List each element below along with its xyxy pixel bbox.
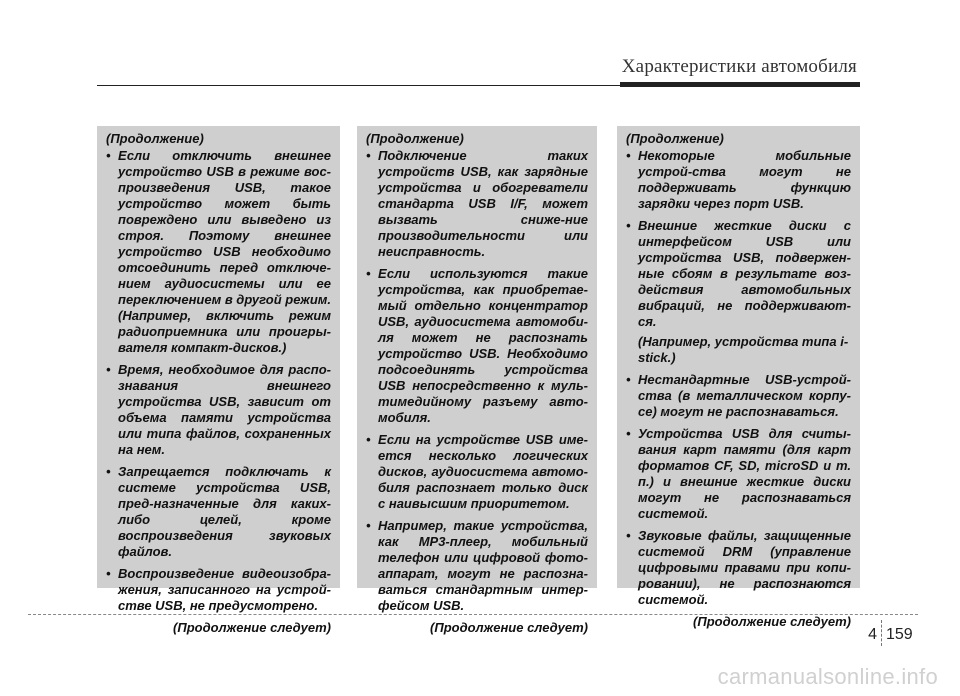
list-item: • Подключение таких устройств USB, как зарядные устройства и обогреватели стандарта USB I/F, может вызвать сниже-ние производительности или неисправность. xyxy=(366,148,588,260)
bullet-list xyxy=(626,148,851,330)
list-item: • Например, такие устройства, как MP3-плеер, мобильный телефон или цифровой фото-аппарат, могут не распозна-ваться стандартным интер-фейсом USB. xyxy=(366,518,588,614)
page-number: 159 xyxy=(886,626,913,643)
footer-rule xyxy=(28,614,918,615)
continues-label: (Продолжение следует) xyxy=(173,620,331,635)
continues-label: (Продолжение следует) xyxy=(430,620,588,635)
header-rule-accent xyxy=(620,82,860,87)
list-item: • Звуковые файлы, защищенные системой DRM (управление цифровыми правами при копи-ровании), не распознаются системой. xyxy=(626,528,851,608)
chapter-number: 4 xyxy=(868,626,877,643)
bullet-list xyxy=(626,372,851,608)
list-item: • Если отключить внешнее устройство USB в режиме вос-произведения USB, такое устройство может быть повреждено или выведено из строя. Поэтому внешнее устройство USB необходимо отсоединить перед отключе-нием аудиосистемы или ее переключением в другой режим. (Например, включить режим радиоприемника или проигры-вателя компакт-дисков.) xyxy=(106,148,331,356)
example-note: (Например, устройства типа i-stick.) xyxy=(638,334,849,365)
continued-label: (Продолжение) xyxy=(626,131,724,146)
page-number-divider xyxy=(881,620,882,646)
list-item: • Нестандартные USB-устрой-ства (в металлическом корпу-се) могут не распознаваться. xyxy=(626,372,851,420)
header-rule xyxy=(97,85,620,86)
list-item: • Воспроизведение видеоизобра-жения, записанного на устрой-стве USB, не предусмотрено. xyxy=(106,566,331,614)
list-item: • Некоторые мобильные устрой-ства могут не поддерживать функцию зарядки через порт USB. xyxy=(626,148,851,212)
text-column-2 xyxy=(357,126,597,635)
text-column-1 xyxy=(97,126,340,635)
bullet-list xyxy=(366,148,588,614)
bullet-list xyxy=(106,148,331,614)
continues-label: (Продолжение следует) xyxy=(693,614,851,629)
continued-label: (Продолжение) xyxy=(366,131,464,146)
text-column-3 xyxy=(617,126,860,629)
list-item: • Если на устройстве USB име-ется несколько логических дисков, аудиосистема автомо-биля распознает только диск с наивысшим приоритетом. xyxy=(366,432,588,512)
continued-label: (Продолжение) xyxy=(106,131,204,146)
page-header-title: Характеристики автомобиля xyxy=(621,56,857,77)
list-item: • Устройства USB для считы-вания карт памяти (для карт форматов CF, SD, microSD и т. п.) и внешние жесткие диски могут не распознаваться системой. xyxy=(626,426,851,522)
list-item: • Время, необходимое для распо-знавания внешнего устройства USB, зависит от объема памяти устройства или типа файлов, сохраненных на нем. xyxy=(106,362,331,458)
list-item: • Запрещается подключать к системе устройства USB, пред-назначенные для каких-либо целей, кроме воспроизведения звуковых файлов. xyxy=(106,464,331,560)
list-item: • Если используются такие устройства, как приобретае-мый отдельно концентратор USB, аудиосистема автомоби-ля может не распознать устройство USB. Необходимо подсоединять устройства USB непосредственно к муль-тимедийному разъему авто-мобиля. xyxy=(366,266,588,426)
watermark-text: carmanualsonline.info xyxy=(717,664,938,689)
list-item: • Внешние жесткие диски с интерфейсом USB или устройства USB, подвержен-ные сбоям в результате воз-действия автомобильных вибраций, не поддерживают-ся. xyxy=(626,218,851,330)
